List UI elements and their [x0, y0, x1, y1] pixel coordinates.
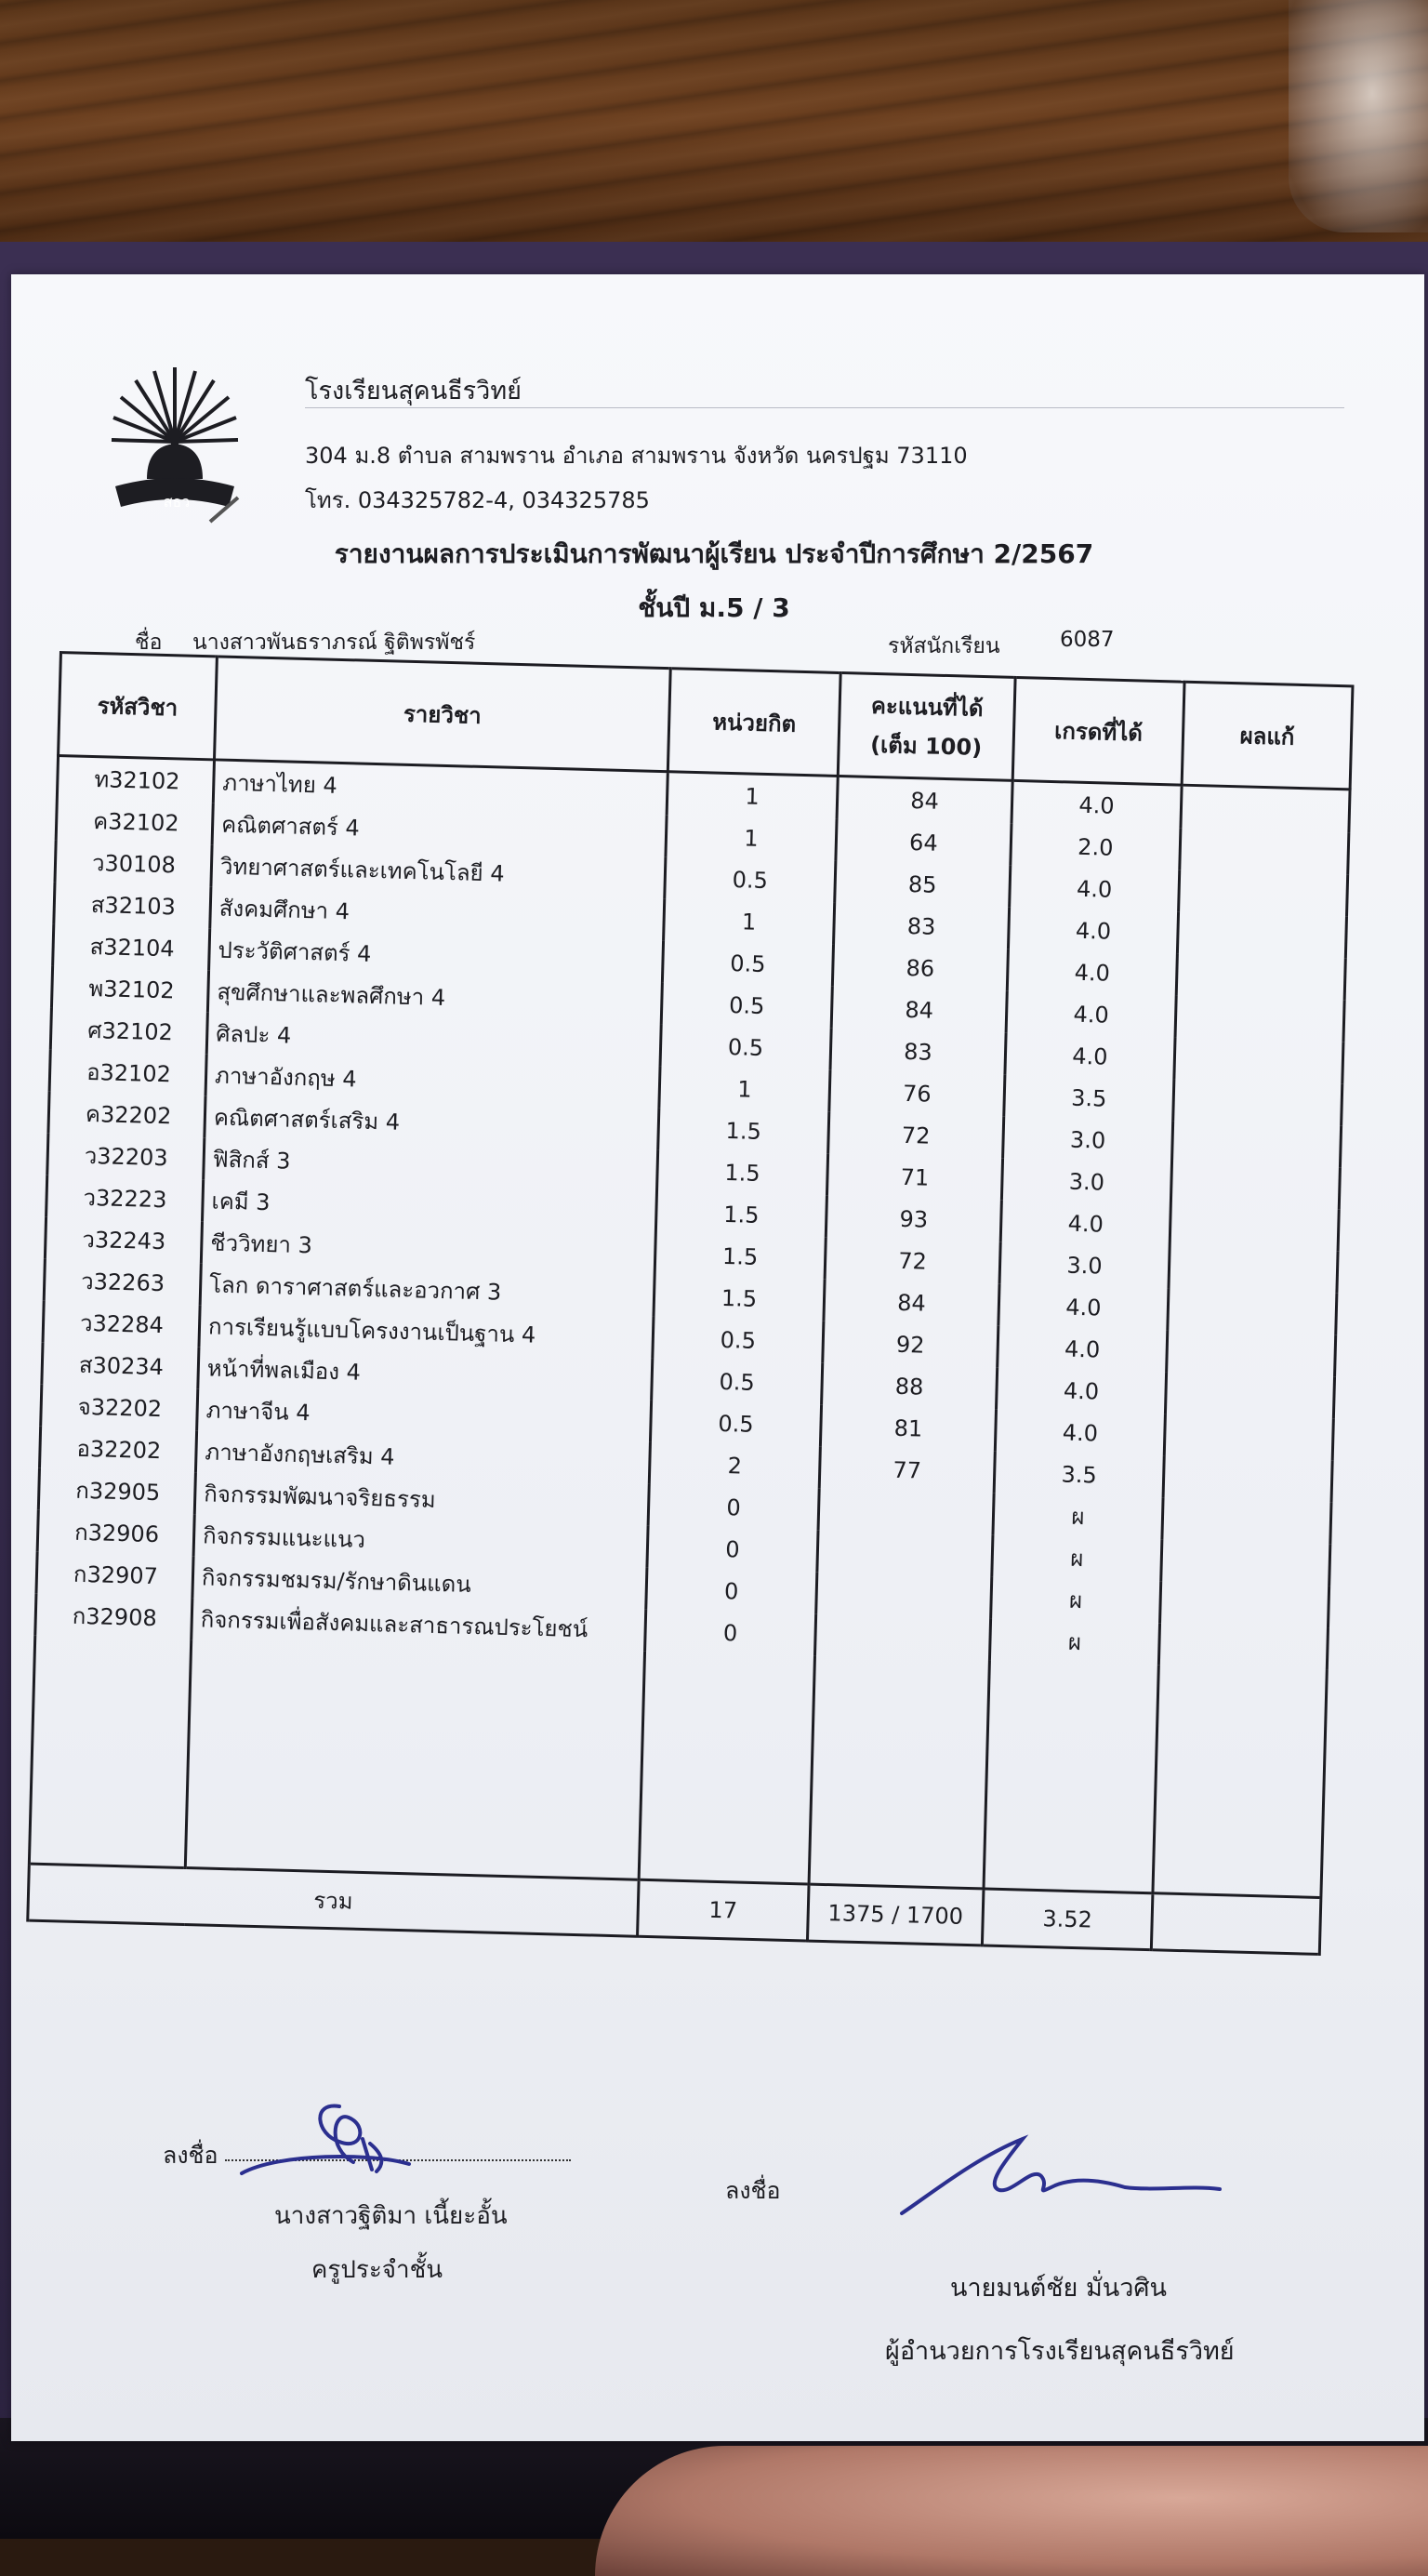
row-subject: ฟิสิกส์ 3	[204, 1137, 658, 1191]
row-score: 72	[828, 1112, 1004, 1159]
row-score: 92	[823, 1321, 998, 1368]
row-score	[814, 1614, 990, 1661]
row-score: 86	[832, 945, 1008, 991]
row-credits: 0	[645, 1610, 816, 1656]
row-remedy	[1173, 1080, 1342, 1126]
row-subject: คณิตศาสตร์เสริม 4	[205, 1095, 659, 1149]
row-score: 81	[820, 1405, 996, 1452]
row-remedy	[1167, 1330, 1336, 1376]
row-grade: 3.0	[1003, 1117, 1173, 1163]
row-subject: ภาษาอังกฤษเสริม 4	[195, 1430, 650, 1484]
report-title: รายงานผลการประเมินการพัฒนาผู้เรียน ประจำปีการศึกษา 2/2567	[334, 538, 1094, 569]
header-remedy: ผลแก้	[1182, 682, 1353, 790]
row-grade: 2.0	[1011, 824, 1181, 870]
row-subject: สังคมศึกษา 4	[210, 886, 665, 940]
header-score-line2: (เต็ม 100)	[869, 731, 983, 762]
director-sign-label: ลงชื่อ	[725, 2177, 781, 2204]
row-score: 84	[824, 1280, 999, 1326]
row-credits: 0.5	[653, 1317, 824, 1363]
row-grade: 4.0	[1012, 780, 1182, 828]
row-grade: ผ	[989, 1619, 1159, 1666]
row-subject: กิจกรรมแนะแนว	[193, 1514, 648, 1568]
total-gpa: 3.52	[982, 1889, 1153, 1950]
student-name-label: ชื่อ	[135, 631, 163, 655]
student-id: 6087	[1060, 628, 1115, 652]
row-remedy	[1158, 1623, 1328, 1669]
row-remedy	[1170, 1204, 1339, 1251]
row-credits: 1	[667, 772, 838, 819]
row-subject: กิจกรรมพัฒนาจริยธรรม	[194, 1472, 649, 1526]
row-remedy	[1164, 1414, 1333, 1460]
row-subject: ประวัติศาสตร์ 4	[209, 928, 664, 982]
row-code: ส32103	[54, 883, 211, 928]
row-code: ก32907	[36, 1552, 193, 1598]
row-remedy	[1170, 1163, 1340, 1210]
row-credits: 0.5	[662, 940, 833, 987]
table-filler-row	[29, 1636, 1327, 1898]
glass-object	[1289, 0, 1428, 232]
row-score	[816, 1573, 992, 1619]
row-code: ว32284	[43, 1301, 200, 1347]
row-code: ส30234	[42, 1343, 199, 1388]
student-name: นางสาวพันธราภรณ์ ฐิติพรพัชร์	[192, 631, 476, 655]
row-score: 72	[825, 1238, 1000, 1284]
row-remedy	[1174, 1038, 1343, 1084]
row-remedy	[1163, 1455, 1332, 1502]
row-grade: 4.0	[998, 1284, 1169, 1331]
row-score: 71	[826, 1154, 1002, 1201]
row-subject: เคมี 3	[203, 1179, 657, 1233]
header-code: รหัสวิชา	[59, 653, 218, 760]
row-code: อ32202	[39, 1427, 196, 1472]
row-credits: 0.5	[650, 1401, 821, 1447]
grade-table-body	[29, 756, 1350, 1898]
row-grade: 4.0	[1005, 1033, 1175, 1080]
row-code: ส32104	[53, 924, 210, 970]
row-score: 64	[836, 819, 1012, 866]
row-grade: 3.0	[1001, 1159, 1171, 1205]
school-logo-icon	[110, 358, 240, 544]
row-subject: วิทยาศาสตร์และเทคโนโลยี 4	[211, 844, 666, 898]
row-grade: 3.5	[1004, 1075, 1174, 1122]
row-credits: 1.5	[657, 1149, 828, 1196]
total-score: 1375 / 1700	[807, 1884, 984, 1945]
report-class: ชั้นปี ม.5 / 3	[638, 592, 790, 623]
row-code: ก32905	[38, 1468, 195, 1514]
row-code: พ32102	[51, 966, 208, 1012]
row-grade: 4.0	[1006, 991, 1176, 1038]
row-code: ค32102	[56, 799, 213, 844]
row-remedy	[1168, 1288, 1337, 1334]
row-remedy	[1171, 1122, 1341, 1168]
row-credits: 0	[646, 1568, 817, 1614]
row-code: ศ32102	[50, 1008, 207, 1054]
teacher-signature-mark	[223, 2097, 446, 2199]
row-code: ว32243	[45, 1217, 202, 1263]
row-score: 93	[826, 1196, 1001, 1242]
row-credits: 0.5	[652, 1359, 823, 1405]
row-remedy	[1176, 954, 1345, 1001]
header-score	[838, 673, 1015, 781]
row-grade: 4.0	[996, 1368, 1166, 1414]
row-credits: 1	[666, 815, 837, 861]
row-grade: ผ	[992, 1535, 1162, 1582]
row-credits: 0	[647, 1526, 818, 1573]
row-subject: สุขศึกษาและพลศึกษา 4	[207, 970, 662, 1024]
row-grade: 3.5	[994, 1452, 1164, 1498]
row-score: 76	[829, 1070, 1005, 1117]
row-subject: ภาษาจีน 4	[197, 1388, 652, 1442]
row-credits: 0.5	[661, 982, 832, 1029]
director-name: นายมนต์ชัย มั่นวศิน	[950, 2274, 1167, 2303]
row-remedy	[1161, 1539, 1330, 1586]
director-role: ผู้อำนวยการโรงเรียนสุคนธีรวิทย์	[885, 2337, 1235, 2366]
row-score: 77	[819, 1447, 995, 1494]
row-score	[818, 1489, 994, 1535]
row-subject: ศิลปะ 4	[206, 1012, 661, 1066]
row-subject: กิจกรรมชมรม/รักษาดินแดน	[192, 1556, 647, 1610]
row-score: 83	[834, 903, 1010, 949]
row-grade: 3.0	[999, 1242, 1170, 1289]
row-code: ว32263	[44, 1259, 201, 1305]
row-code: ท32102	[57, 756, 214, 803]
header-subject: รายวิชา	[214, 657, 670, 772]
row-subject: คณิตศาสตร์ 4	[212, 803, 667, 856]
row-score	[817, 1531, 993, 1577]
row-grade: 4.0	[998, 1326, 1168, 1373]
row-code: ว32203	[47, 1134, 205, 1179]
row-credits: 0.5	[660, 1024, 831, 1070]
row-remedy	[1175, 996, 1344, 1042]
row-score: 84	[831, 987, 1007, 1033]
school-name: โรงเรียนสุคนธีรวิทย์	[305, 377, 522, 405]
row-score: 83	[830, 1029, 1006, 1075]
row-grade: 4.0	[1007, 949, 1177, 996]
row-score: 88	[822, 1363, 998, 1410]
row-remedy	[1177, 912, 1346, 959]
row-grade: 4.0	[1000, 1201, 1170, 1247]
row-remedy	[1180, 829, 1349, 875]
row-remedy	[1160, 1581, 1329, 1627]
row-grade: 4.0	[995, 1410, 1165, 1456]
row-subject: โลก ดาราศาสตร์และอวกาศ 3	[200, 1263, 654, 1317]
row-code: ว30108	[55, 841, 212, 886]
row-remedy	[1169, 1246, 1338, 1293]
row-remedy	[1179, 870, 1348, 917]
holding-finger	[595, 2446, 1428, 2576]
svg-text:สธว: สธว	[163, 493, 191, 511]
row-credits: 2	[649, 1442, 820, 1489]
row-subject: กิจกรรมเพื่อสังคมและสาธารณประโยชน์	[192, 1598, 646, 1652]
row-remedy	[1165, 1372, 1334, 1418]
row-credits: 0	[648, 1484, 819, 1531]
row-credits: 1.5	[655, 1191, 826, 1238]
teacher-name: นางสาวฐิติมา เนี้ยะอั้น	[274, 2202, 508, 2230]
row-subject: ภาษาไทย 4	[213, 760, 668, 815]
row-credits: 1.5	[654, 1233, 826, 1280]
header-grade: เกรดที่ได้	[1012, 677, 1184, 785]
header-credits: หน่วยกิต	[668, 669, 840, 777]
row-score: 84	[837, 776, 1012, 823]
row-subject: หน้าที่พลเมือง 4	[198, 1347, 653, 1401]
total-remedy	[1151, 1893, 1321, 1955]
row-code: ก32906	[37, 1510, 194, 1556]
total-label: รวม	[28, 1864, 639, 1936]
row-subject: ชีววิทยา 3	[201, 1221, 655, 1275]
director-signature-mark	[892, 2120, 1227, 2232]
row-credits: 1.5	[658, 1108, 829, 1154]
row-credits: 0.5	[665, 856, 836, 903]
row-subject: ภาษาอังกฤษ 4	[205, 1054, 660, 1108]
row-score: 85	[835, 861, 1011, 908]
row-code: ก32908	[35, 1594, 192, 1640]
row-credits: 1	[659, 1066, 830, 1112]
row-remedy	[1181, 785, 1350, 832]
row-grade: ผ	[991, 1577, 1161, 1624]
teacher-sign-label: ลงชื่อ	[163, 2142, 218, 2169]
header-score-line1: คะแนนที่ได้	[870, 692, 984, 723]
total-credits: 17	[638, 1879, 810, 1941]
row-subject: การเรียนรู้แบบโครงงานเป็นฐาน 4	[199, 1305, 654, 1359]
school-address: 304 ม.8 ตำบล สามพราน อำเภอ สามพราน จังหวัด นครปฐม 73110	[305, 443, 968, 469]
row-credits: 1	[664, 898, 835, 945]
row-code: อ32102	[49, 1050, 206, 1095]
row-remedy	[1162, 1497, 1331, 1544]
header-divider	[305, 407, 1344, 408]
row-credits: 1.5	[654, 1275, 825, 1321]
row-code: จ32202	[41, 1385, 198, 1430]
school-phone: โทร. 034325782-4, 034325785	[305, 487, 650, 513]
grade-table	[26, 651, 1354, 1956]
row-grade: ผ	[993, 1494, 1163, 1540]
student-id-label: รหัสนักเรียน	[888, 634, 1000, 658]
row-code: ค32202	[48, 1092, 205, 1137]
teacher-role: ครูประจำชั้น	[311, 2256, 443, 2284]
row-code: ว32223	[46, 1175, 204, 1221]
row-grade: 4.0	[1010, 866, 1180, 912]
row-grade: 4.0	[1008, 908, 1178, 954]
